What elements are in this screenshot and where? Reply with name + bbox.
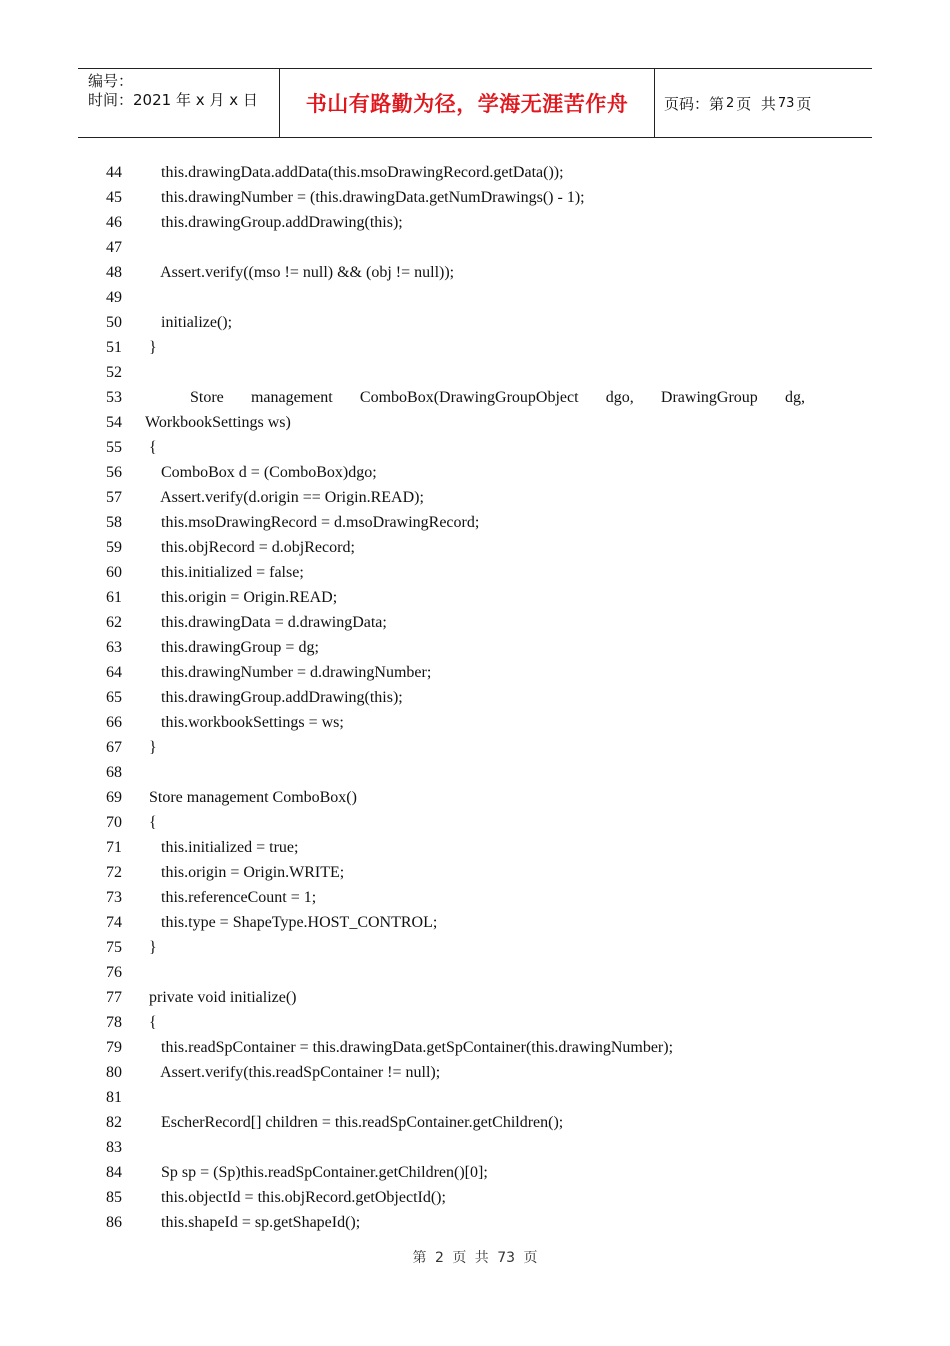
code-text: private void initialize() <box>145 989 297 1006</box>
line-number: 83 <box>106 1139 122 1156</box>
code-word: management <box>250 389 333 406</box>
line-number: 61 <box>106 589 122 606</box>
code-text: this.drawingNumber = (this.drawingData.getNumDrawings() - 1); <box>153 189 585 206</box>
total-unit: 页 <box>796 94 812 113</box>
line-number: 81 <box>106 1089 122 1106</box>
code-text: { <box>145 439 157 456</box>
day-char: 日 <box>242 91 258 109</box>
line-number: 82 <box>106 1114 122 1131</box>
code-text: EscherRecord[] children = this.readSpContainer.getChildren(); <box>153 1114 564 1131</box>
code-text: initialize(); <box>153 314 233 331</box>
code-text: this.drawingNumber = d.drawingNumber; <box>153 664 432 681</box>
page-header <box>78 68 872 138</box>
line-number: 65 <box>106 689 122 706</box>
code-text: this.type = ShapeType.HOST_CONTROL; <box>153 914 438 931</box>
code-line <box>0 1010 950 1035</box>
line-number: 47 <box>106 239 122 256</box>
code-line <box>0 435 950 460</box>
day-x: x <box>229 91 239 109</box>
header-info-cell <box>78 69 280 137</box>
code-line <box>0 1110 950 1135</box>
code-text: Assert.verify(d.origin == Origin.READ); <box>153 489 424 506</box>
line-number: 75 <box>106 939 122 956</box>
code-text: { <box>145 1014 157 1031</box>
line-number: 58 <box>106 514 122 531</box>
time-label: 时间： <box>88 91 134 109</box>
code-text: Sp sp = (Sp)this.readSpContainer.getChildren()[0]; <box>153 1164 488 1181</box>
code-line <box>0 1210 950 1235</box>
code-line <box>0 985 950 1010</box>
line-number: 62 <box>106 614 122 631</box>
line-number: 56 <box>106 464 122 481</box>
code-line <box>0 660 950 685</box>
code-text: WorkbookSettings ws) <box>145 414 291 431</box>
code-text: this.shapeId = sp.getShapeId(); <box>153 1214 361 1231</box>
code-text <box>190 385 805 410</box>
code-text: } <box>145 739 157 756</box>
line-number: 46 <box>106 214 122 231</box>
code-line <box>0 460 950 485</box>
code-line <box>0 585 950 610</box>
code-text: this.origin = Origin.WRITE; <box>153 864 345 881</box>
code-text: this.objRecord = d.objRecord; <box>153 539 355 556</box>
code-line <box>0 885 950 910</box>
code-text: this.initialized = true; <box>153 839 299 856</box>
code-line <box>0 185 950 210</box>
code-line <box>0 1135 950 1160</box>
footer-unit2: 页 <box>523 1250 538 1266</box>
line-number: 59 <box>106 539 122 556</box>
line-number: 70 <box>106 814 122 831</box>
line-number: 63 <box>106 639 122 656</box>
code-line <box>0 835 950 860</box>
page-num: 2 <box>726 95 735 111</box>
code-line <box>0 1035 950 1060</box>
code-word: Store <box>190 389 224 406</box>
code-word: ComboBox(DrawingGroupObject <box>359 389 579 406</box>
code-text: this.drawingData.addData(this.msoDrawingRecord.getData()); <box>153 164 564 181</box>
code-line <box>0 235 950 260</box>
code-text: this.drawingData = d.drawingData; <box>153 614 387 631</box>
code-line <box>0 1085 950 1110</box>
page-label: 页码：第 <box>664 94 725 113</box>
line-number: 86 <box>106 1214 122 1231</box>
code-line <box>0 910 950 935</box>
line-number: 72 <box>106 864 122 881</box>
code-line <box>0 1060 950 1085</box>
total-num: 73 <box>777 95 795 111</box>
code-text: this.objectId = this.objRecord.getObjectId(); <box>153 1189 446 1206</box>
code-line <box>0 810 950 835</box>
year-char: 年 <box>175 91 191 109</box>
line-number: 76 <box>106 964 122 981</box>
header-page-cell <box>655 69 872 137</box>
line-number: 52 <box>106 364 122 381</box>
code-line <box>0 335 950 360</box>
code-line <box>0 360 950 385</box>
code-line <box>0 1160 950 1185</box>
line-number: 66 <box>106 714 122 731</box>
header-motto-cell <box>280 69 655 137</box>
code-line <box>0 385 950 410</box>
code-line <box>0 760 950 785</box>
line-number: 74 <box>106 914 122 931</box>
code-text: } <box>145 339 157 356</box>
code-line <box>0 610 950 635</box>
code-text: Store management ComboBox() <box>145 789 357 806</box>
line-number: 51 <box>106 339 122 356</box>
code-text: this.drawingGroup = dg; <box>153 639 319 656</box>
number-label: 编号： <box>88 72 134 90</box>
code-text: this.drawingGroup.addDrawing(this); <box>153 689 403 706</box>
code-line <box>0 860 950 885</box>
code-line <box>0 210 950 235</box>
footer-total-num: 73 <box>497 1250 516 1266</box>
line-number: 85 <box>106 1189 122 1206</box>
code-line <box>0 685 950 710</box>
line-number: 48 <box>106 264 122 281</box>
time-line <box>88 91 279 110</box>
code-line <box>0 510 950 535</box>
total-label: 共 <box>760 94 776 113</box>
line-number: 77 <box>106 989 122 1006</box>
code-line <box>0 485 950 510</box>
code-line <box>0 1185 950 1210</box>
code-text: { <box>145 814 157 831</box>
code-line <box>0 285 950 310</box>
month-char: 月 <box>209 91 225 109</box>
code-line <box>0 735 950 760</box>
line-number: 69 <box>106 789 122 806</box>
code-line <box>0 635 950 660</box>
line-number: 71 <box>106 839 122 856</box>
line-number: 67 <box>106 739 122 756</box>
line-number: 53 <box>106 389 122 406</box>
line-number: 45 <box>106 189 122 206</box>
code-line <box>0 560 950 585</box>
footer-prefix: 第 <box>412 1250 427 1266</box>
footer-total-prefix: 共 <box>474 1250 489 1266</box>
line-number: 54 <box>106 414 122 431</box>
code-line <box>0 160 950 185</box>
code-text: this.initialized = false; <box>153 564 304 581</box>
code-text: this.drawingGroup.addDrawing(this); <box>153 214 403 231</box>
code-word: dgo, <box>605 389 634 406</box>
code-text: this.workbookSettings = ws; <box>153 714 344 731</box>
page-unit: 页 <box>736 94 752 113</box>
code-text: this.referenceCount = 1; <box>153 889 317 906</box>
code-line <box>0 260 950 285</box>
code-line <box>0 410 950 435</box>
line-number: 80 <box>106 1064 122 1081</box>
code-text: this.origin = Origin.READ; <box>153 589 338 606</box>
page-footer <box>0 1247 950 1267</box>
line-number: 55 <box>106 439 122 456</box>
motto: 书山有路勤为径，学海无涯苦作舟 <box>305 92 629 116</box>
code-text: Assert.verify(this.readSpContainer != null); <box>153 1064 441 1081</box>
footer-unit1: 页 <box>452 1250 467 1266</box>
line-number: 78 <box>106 1014 122 1031</box>
code-text: ComboBox d = (ComboBox)dgo; <box>153 464 377 481</box>
line-number: 84 <box>106 1164 122 1181</box>
footer-page-num: 2 <box>434 1250 444 1266</box>
code-line <box>0 310 950 335</box>
line-number: 50 <box>106 314 122 331</box>
code-text: this.readSpContainer = this.drawingData.getSpContainer(this.drawingNumber); <box>153 1039 674 1056</box>
code-text: this.msoDrawingRecord = d.msoDrawingRecord; <box>153 514 480 531</box>
code-line <box>0 785 950 810</box>
line-number: 79 <box>106 1039 122 1056</box>
line-number: 64 <box>106 664 122 681</box>
code-line <box>0 960 950 985</box>
line-number: 60 <box>106 564 122 581</box>
year: 2021 <box>133 91 172 109</box>
month-x: x <box>195 91 205 109</box>
line-number: 49 <box>106 289 122 306</box>
code-text: Assert.verify((mso != null) && (obj != null)); <box>153 264 455 281</box>
code-line <box>0 710 950 735</box>
line-number: 68 <box>106 764 122 781</box>
code-listing <box>0 160 950 1235</box>
code-line <box>0 935 950 960</box>
code-word: dg, <box>784 389 805 406</box>
code-word: DrawingGroup <box>660 389 758 406</box>
line-number: 73 <box>106 889 122 906</box>
line-number: 57 <box>106 489 122 506</box>
line-number: 44 <box>106 164 122 181</box>
code-text: } <box>145 939 157 956</box>
code-line <box>0 535 950 560</box>
